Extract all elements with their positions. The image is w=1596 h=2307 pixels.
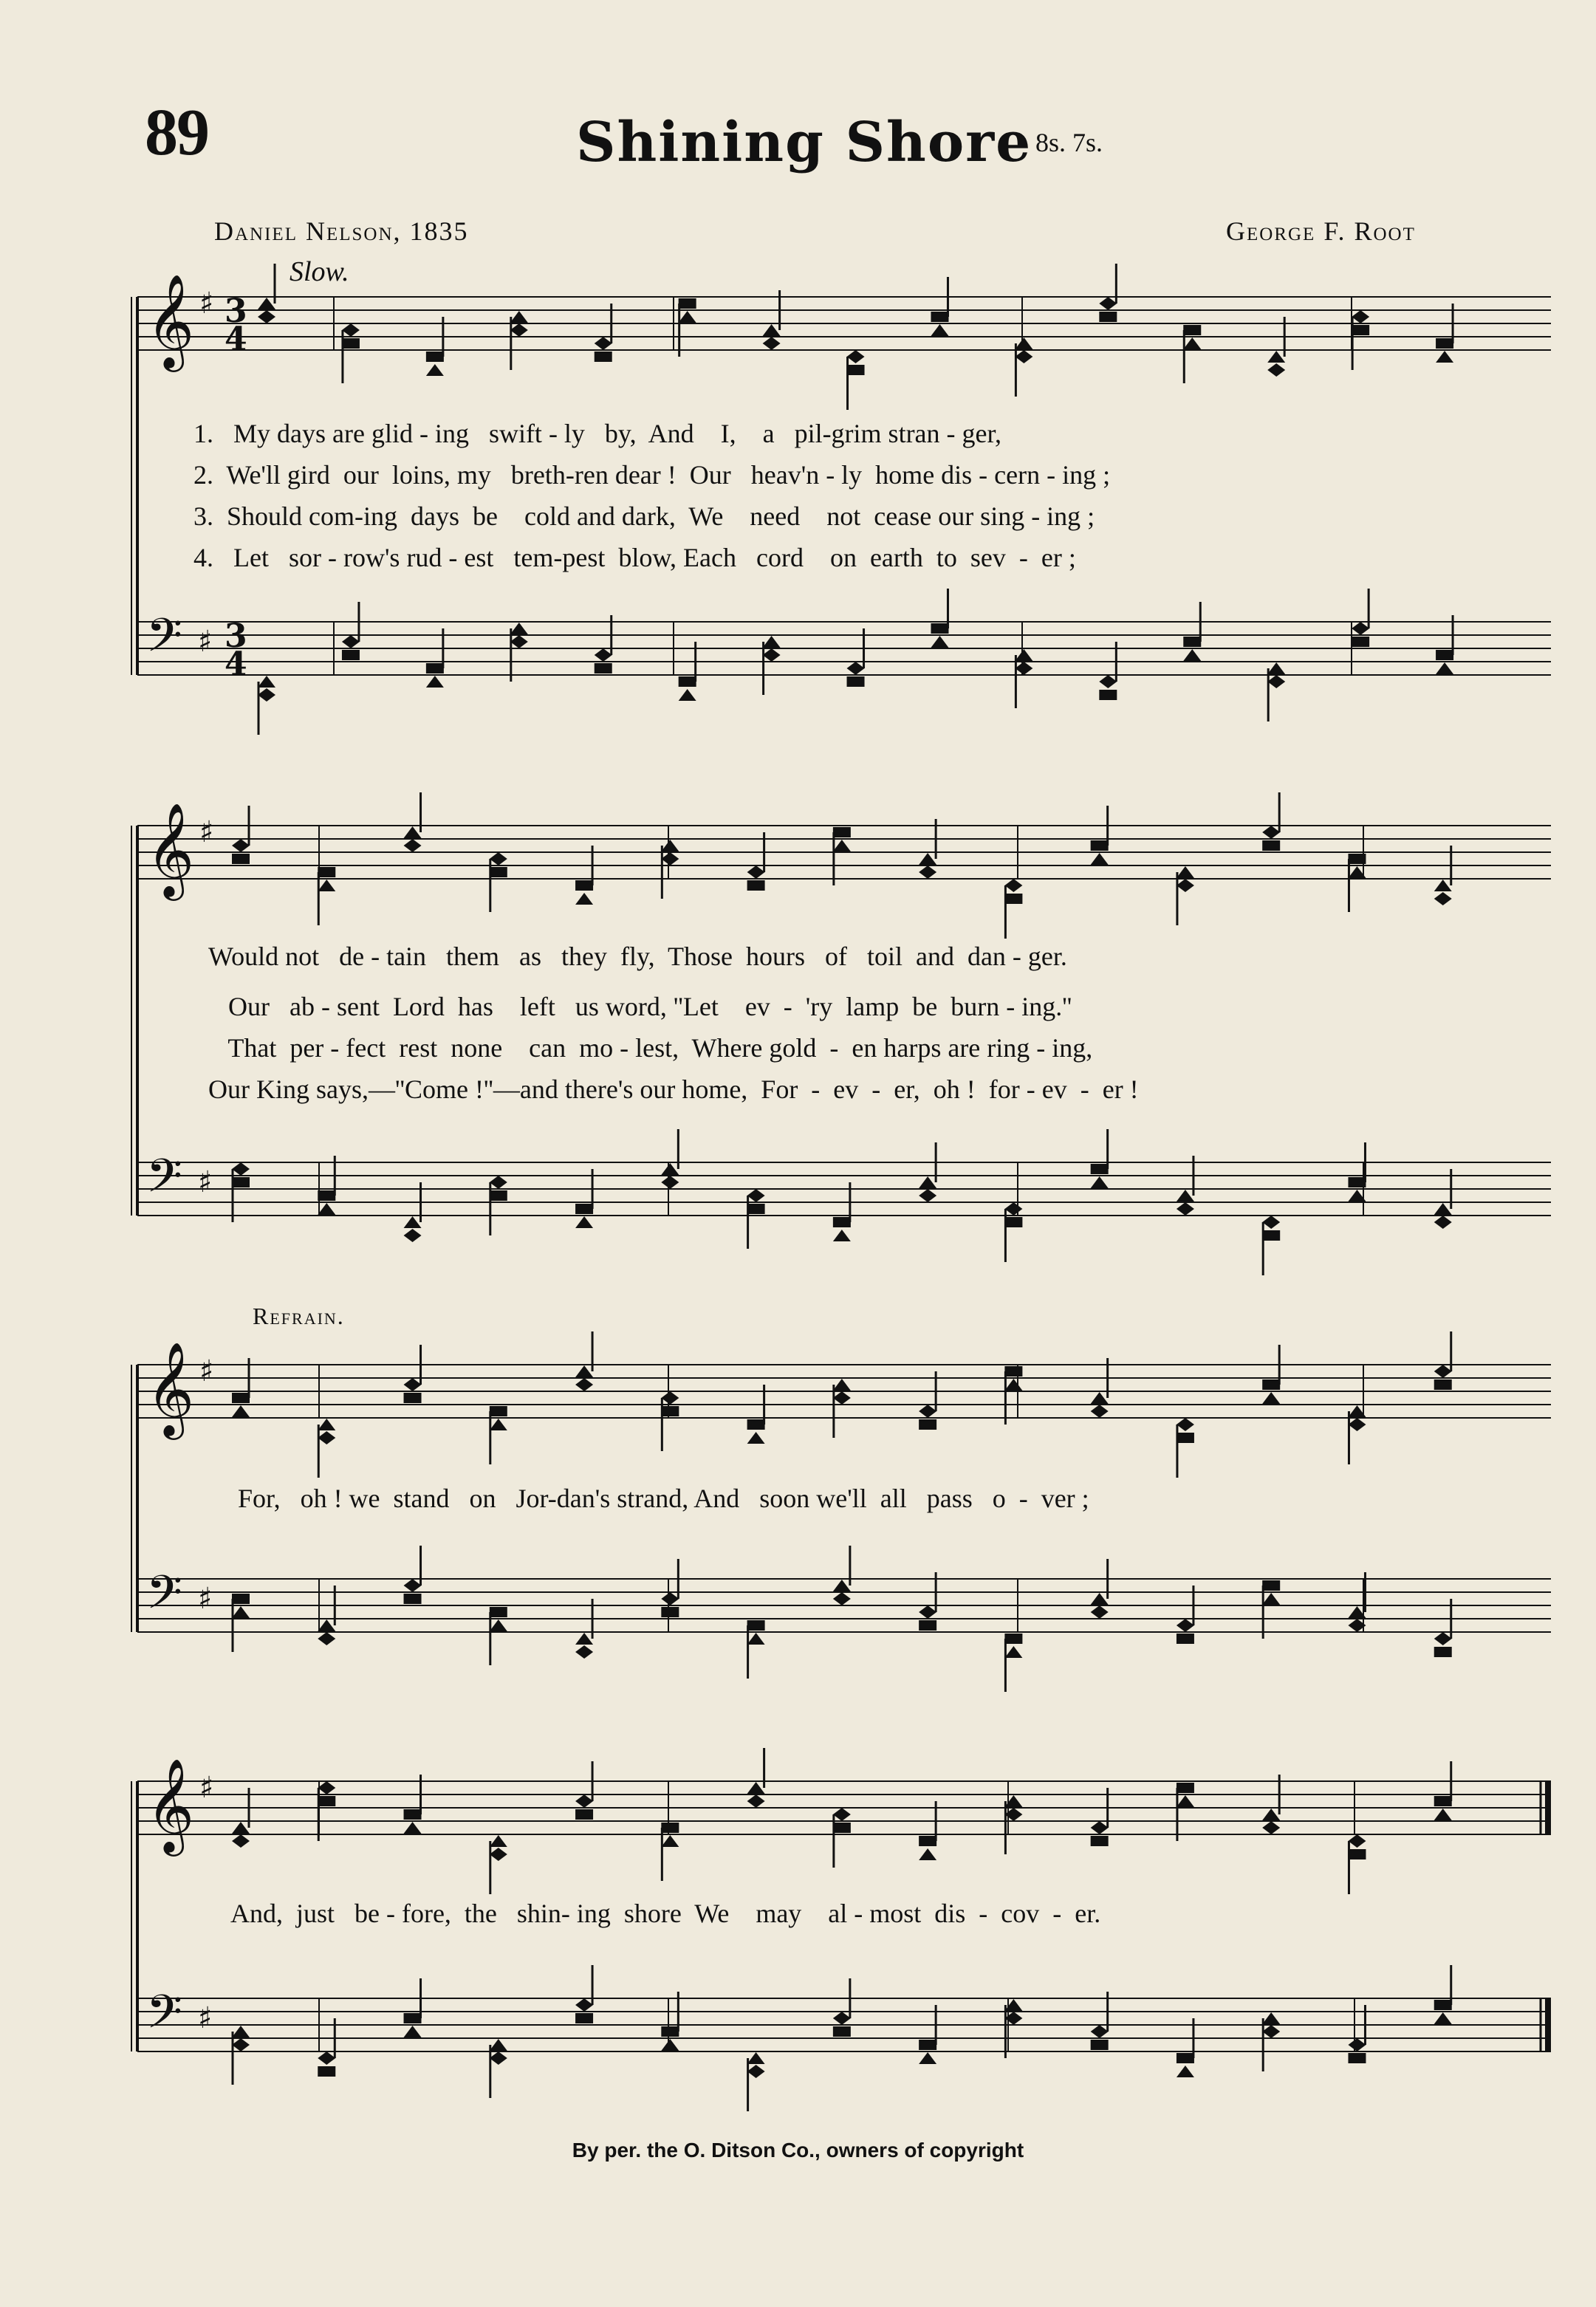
note-head	[1267, 363, 1285, 377]
note-head	[232, 854, 250, 864]
note-head	[847, 662, 865, 675]
note-head	[490, 1406, 507, 1416]
note-head	[931, 636, 948, 648]
note-head	[919, 1189, 936, 1202]
sharp-icon: ♯	[198, 1582, 213, 1616]
note-head	[833, 2012, 851, 2025]
note-head	[661, 2026, 679, 2037]
note-head	[575, 2013, 593, 2023]
note-head	[258, 688, 275, 702]
bass-clef-icon: 𝄢	[146, 1148, 182, 1214]
final-bar-line	[1545, 1998, 1551, 2051]
sharp-icon: ♯	[199, 287, 214, 320]
note-head	[1004, 1366, 1022, 1377]
note-head	[575, 1365, 593, 1377]
note-head	[595, 337, 612, 350]
refrain-label: Refrain.	[253, 1303, 345, 1329]
note-head	[1436, 650, 1453, 660]
note-head	[747, 1620, 765, 1631]
note-head	[490, 867, 507, 877]
note-head	[490, 1835, 507, 1847]
note-head	[1436, 338, 1453, 349]
note-head	[490, 1619, 507, 1631]
note-head	[404, 1809, 422, 1820]
note-head	[318, 1619, 335, 1631]
note-head	[1434, 1379, 1452, 1390]
note-head	[404, 826, 422, 838]
note-head	[1091, 1605, 1109, 1619]
note-head	[1177, 1783, 1194, 1793]
note-head	[1177, 1795, 1194, 1807]
bass-clef-icon: 𝄢	[146, 608, 182, 673]
note-head	[1177, 1433, 1194, 1443]
note-head	[1267, 351, 1285, 363]
note-head	[1091, 2040, 1109, 2050]
note-head	[1099, 675, 1117, 688]
note-head	[342, 650, 360, 660]
note-head	[232, 839, 250, 852]
note-head	[661, 1823, 679, 1833]
note-head	[1434, 2000, 1452, 2010]
note-head	[490, 1190, 507, 1201]
note-head	[1099, 312, 1117, 322]
note-head	[404, 1216, 422, 1228]
note-head	[575, 1645, 593, 1659]
note-head	[919, 1419, 936, 1430]
note-head	[258, 310, 275, 323]
note-head	[919, 2052, 936, 2064]
note-head	[404, 1378, 422, 1391]
sharp-icon: ♯	[198, 625, 213, 659]
note-head	[1004, 879, 1022, 892]
note-head	[833, 1592, 851, 1605]
note-head	[1091, 853, 1109, 865]
note-head	[232, 1594, 250, 1604]
note-head	[847, 350, 865, 363]
note-head	[833, 1823, 851, 1833]
note-head	[833, 1808, 851, 1821]
time-signature-icon: 4	[225, 645, 247, 683]
note-head	[1267, 675, 1285, 688]
note-head	[232, 1822, 250, 1834]
lyric-line: For, oh ! we stand on Jor-dan's strand, And soon we'll all pass o - ver ;	[238, 1484, 1089, 1513]
note-head	[1177, 2053, 1194, 2063]
note-head	[575, 880, 593, 891]
note-head	[679, 311, 696, 323]
copyright-notice: By per. the O. Ditson Co., owners of copyright	[572, 2139, 1024, 2162]
note-head	[1434, 1796, 1452, 1806]
note-head	[679, 689, 696, 701]
note-head	[1434, 1809, 1452, 1820]
sharp-icon: ♯	[199, 1771, 214, 1805]
note-head	[1436, 662, 1453, 674]
note-head	[342, 323, 360, 337]
bass-clef-icon: 𝄢	[146, 1565, 182, 1631]
note-head	[595, 663, 612, 673]
note-head	[232, 1405, 250, 1417]
note-head	[1434, 1203, 1452, 1215]
note-head	[318, 2051, 335, 2065]
time-signature-icon: 4	[225, 320, 247, 358]
note-head	[318, 1781, 335, 1794]
note-head	[318, 1431, 335, 1444]
note-head	[1015, 649, 1032, 661]
note-head	[919, 1848, 936, 1860]
note-head	[1091, 840, 1109, 851]
note-head	[1004, 1202, 1022, 1216]
note-head	[1434, 1632, 1452, 1645]
note-head	[1348, 1418, 1366, 1431]
note-head	[1434, 1647, 1452, 1657]
note-head	[232, 1834, 250, 1848]
note-head	[747, 2065, 765, 2078]
note-head	[490, 1419, 507, 1430]
note-head	[1183, 637, 1201, 647]
note-head	[1434, 1365, 1452, 1378]
treble-clef-icon: 𝄞	[146, 1758, 195, 1852]
note-head	[1091, 1164, 1109, 1174]
note-head	[833, 840, 851, 851]
note-head	[747, 1794, 765, 1808]
note-head	[595, 648, 612, 662]
note-head	[1348, 2038, 1366, 2051]
lyric-line: Our King says,—''Come !''—and there's our home, For - ev - er, oh ! for - ev - er !	[208, 1074, 1139, 1104]
note-head	[1183, 337, 1201, 349]
note-head	[1099, 690, 1117, 700]
note-head	[404, 2026, 422, 2037]
note-head	[1262, 1216, 1280, 1229]
note-head	[575, 1378, 593, 1391]
note-head	[342, 635, 360, 648]
note-head	[510, 635, 528, 648]
note-head	[575, 1998, 593, 2012]
note-head	[747, 880, 765, 891]
note-head	[1348, 1849, 1366, 1859]
note-head	[1262, 1230, 1280, 1241]
note-head	[1348, 2053, 1366, 2063]
note-head	[1177, 1619, 1194, 1632]
note-head	[490, 1607, 507, 1617]
note-head	[1091, 1821, 1109, 1834]
note-head	[1091, 1176, 1109, 1188]
hymn-meter: 8s. 7s.	[1035, 128, 1103, 157]
note-head	[1262, 1580, 1280, 1591]
note-head	[1015, 350, 1032, 363]
treble-clef-icon: 𝄞	[146, 273, 195, 368]
note-head	[404, 1393, 422, 1403]
note-head	[661, 1607, 679, 1617]
note-head	[426, 352, 444, 362]
note-head	[1183, 649, 1201, 661]
note-head	[1177, 879, 1194, 892]
note-head	[1352, 325, 1369, 335]
note-head	[1004, 1379, 1022, 1391]
note-head	[1262, 1379, 1280, 1390]
note-head	[931, 312, 948, 322]
note-head	[1262, 1821, 1280, 1834]
note-head	[575, 1809, 593, 1820]
note-head	[679, 676, 696, 687]
note-head	[1434, 880, 1452, 891]
note-head	[1004, 894, 1022, 904]
note-head	[747, 1189, 765, 1202]
note-head	[490, 2051, 507, 2065]
note-head	[1348, 1177, 1366, 1187]
note-head	[661, 2039, 679, 2051]
note-head	[679, 298, 696, 309]
note-head	[661, 1592, 679, 1605]
note-head	[1091, 1836, 1109, 1846]
note-head	[318, 2066, 335, 2077]
note-head	[232, 2038, 250, 2051]
note-head	[1099, 297, 1117, 310]
note-head	[318, 1632, 335, 1645]
note-head	[318, 1796, 335, 1806]
note-head	[1004, 1217, 1022, 1227]
note-head	[1348, 854, 1366, 864]
note-head	[1352, 310, 1369, 323]
note-head	[1262, 1809, 1280, 1820]
note-head	[318, 1419, 335, 1430]
sharp-icon: ♯	[199, 815, 214, 849]
note-head	[1015, 337, 1032, 349]
lyric-line: 3. Should com-ing days be cold and dark, We need not cease our sing - ing ;	[193, 501, 1095, 531]
note-head	[318, 1203, 335, 1215]
note-head	[490, 852, 507, 865]
treble-clef-icon: 𝄞	[146, 802, 195, 897]
note-head	[510, 623, 528, 634]
note-head	[661, 1835, 679, 1847]
note-head	[833, 1379, 851, 1391]
note-head	[1434, 892, 1452, 905]
note-head	[1091, 1593, 1109, 1605]
note-head	[318, 1190, 335, 1201]
note-head	[1177, 1190, 1194, 1202]
note-head	[919, 865, 936, 879]
sharp-icon: ♯	[198, 2001, 213, 2035]
note-head	[426, 663, 444, 673]
note-head	[661, 1391, 679, 1405]
note-head	[919, 1605, 936, 1619]
note-head	[1434, 1216, 1452, 1229]
note-head	[661, 1406, 679, 1416]
note-head	[833, 1391, 851, 1405]
note-head	[833, 1217, 851, 1227]
note-head	[1262, 1392, 1280, 1404]
note-head	[1177, 866, 1194, 878]
note-head	[232, 1162, 250, 1176]
note-head	[232, 2026, 250, 2037]
note-head	[747, 865, 765, 879]
note-head	[661, 1163, 679, 1175]
note-head	[232, 1606, 250, 1618]
note-head	[575, 1633, 593, 1645]
note-head	[763, 337, 781, 350]
note-head	[919, 853, 936, 865]
note-head	[318, 867, 335, 877]
note-head	[404, 1229, 422, 1242]
note-head	[1015, 662, 1032, 675]
note-head	[1262, 840, 1280, 851]
note-head	[490, 1176, 507, 1189]
note-head	[232, 1393, 250, 1403]
note-head	[342, 338, 360, 349]
note-head	[847, 365, 865, 375]
note-head	[919, 1176, 936, 1188]
note-head	[404, 839, 422, 852]
note-head	[1348, 1834, 1366, 1848]
note-head	[919, 1836, 936, 1846]
note-head	[919, 1620, 936, 1631]
note-head	[747, 1782, 765, 1794]
note-head	[232, 1177, 250, 1187]
note-head	[919, 2040, 936, 2050]
composer-credit: George F. Root	[1226, 216, 1416, 246]
note-head	[1177, 1634, 1194, 1644]
note-head	[747, 2052, 765, 2064]
note-head	[661, 852, 679, 865]
hymn-title: Shining Shore	[576, 111, 1032, 174]
lyric-line: 2. We'll gird our loins, my breth-ren dear ! Our heav'n - ly home dis - cern - ing ;	[193, 460, 1111, 490]
note-head	[404, 1579, 422, 1592]
note-head	[1262, 1593, 1280, 1605]
note-head	[1262, 826, 1280, 839]
lyric-line: 4. Let sor - row's rud - est tem-pest blow, Each cord on earth to sev - er ;	[193, 543, 1076, 572]
note-head	[763, 648, 781, 662]
note-head	[1183, 325, 1201, 335]
note-head	[1434, 2012, 1452, 2024]
note-head	[258, 676, 275, 688]
note-head	[575, 1216, 593, 1228]
time-signature-icon: 3	[225, 292, 247, 330]
lyric-line: 1. My days are glid - ing swift - ly by, And I, a pil-grim stran - ger,	[193, 419, 1002, 448]
note-head	[426, 364, 444, 376]
note-head	[404, 2013, 422, 2023]
note-head	[919, 1405, 936, 1418]
note-head	[258, 298, 275, 309]
sharp-icon: ♯	[199, 1354, 214, 1388]
note-head	[318, 880, 335, 891]
time-signature-icon: 3	[225, 617, 247, 655]
note-head	[1177, 1202, 1194, 1216]
note-head	[747, 1204, 765, 1214]
note-head	[1262, 2025, 1280, 2038]
note-head	[510, 311, 528, 323]
note-head	[426, 676, 444, 688]
note-head	[1177, 1418, 1194, 1431]
note-head	[404, 1594, 422, 1604]
note-head	[1352, 622, 1369, 635]
note-head	[931, 623, 948, 634]
note-head	[1352, 637, 1369, 647]
bass-clef-icon: 𝄢	[146, 1984, 182, 2050]
note-head	[575, 893, 593, 905]
note-head	[931, 324, 948, 336]
final-bar-line	[1545, 1781, 1551, 1834]
treble-clef-icon: 𝄞	[146, 1341, 195, 1436]
note-head	[1436, 351, 1453, 363]
note-head	[1091, 2025, 1109, 2038]
note-head	[747, 1633, 765, 1645]
note-head	[1004, 1634, 1022, 1644]
note-head	[661, 1176, 679, 1189]
note-head	[490, 1848, 507, 1861]
note-head	[747, 1432, 765, 1444]
note-head	[1091, 1405, 1109, 1418]
note-head	[510, 323, 528, 337]
note-head	[1091, 1392, 1109, 1404]
lyric-line: Our ab - sent Lord has left us word, ''Let ev - 'ry lamp be burn - ing.''	[208, 992, 1072, 1021]
note-head	[763, 636, 781, 648]
tempo-marking: Slow.	[290, 256, 349, 287]
lyric-line: And, just be - fore, the shin- ing shore We may al - most dis - cov - er.	[230, 1899, 1101, 1928]
sharp-icon: ♯	[198, 1165, 213, 1199]
hymn-number: 89	[145, 96, 208, 169]
note-head	[1262, 2012, 1280, 2024]
note-head	[833, 1230, 851, 1241]
note-head	[847, 676, 865, 687]
note-head	[833, 827, 851, 837]
note-head	[1267, 662, 1285, 674]
note-head	[661, 840, 679, 851]
note-head	[763, 324, 781, 336]
author-credit: Daniel Nelson, 1835	[214, 216, 469, 246]
note-head	[575, 1204, 593, 1214]
note-head	[404, 1822, 422, 1834]
lyric-line: That per - fect rest none can mo - lest, Where gold - en harps are ring - ing,	[208, 1033, 1093, 1063]
lyric-line: Would not de - tain them as they fly, Those hours of toil and dan - ger.	[208, 942, 1067, 971]
note-head	[490, 2039, 507, 2051]
note-head	[833, 1580, 851, 1591]
note-head	[747, 1419, 765, 1430]
note-head	[1004, 1646, 1022, 1658]
note-head	[595, 352, 612, 362]
note-head	[575, 1794, 593, 1808]
note-head	[1177, 2066, 1194, 2077]
note-head	[833, 2026, 851, 2037]
